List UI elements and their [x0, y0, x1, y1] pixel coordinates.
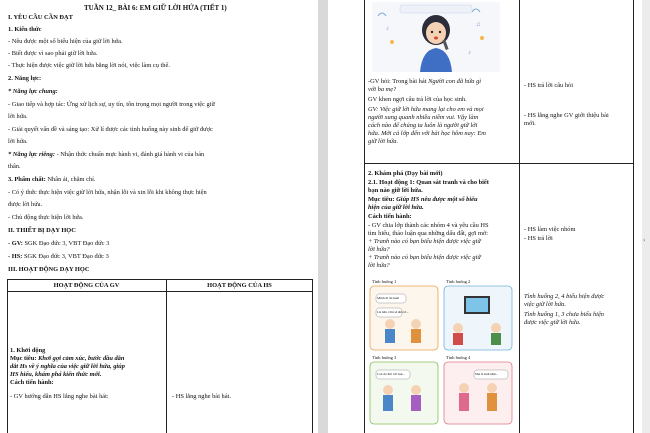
table-divider — [166, 279, 167, 433]
quality-line — [8, 176, 96, 184]
equipment-hs-text: SGK Đạo đức 3, VBT Đạo đức 3 — [24, 253, 109, 260]
hs-group-work: - HS làm việc nhóm — [524, 226, 576, 233]
situation-3-bubble: Con đi chơi với bạn... — [377, 372, 405, 376]
svg-text:♪: ♪ — [468, 50, 471, 56]
knowledge-2: - Biết được vì sao phải giữ lời hứa. — [8, 50, 98, 57]
situation-2-label: Tình huống 2 — [446, 279, 471, 284]
situation-1-bubble: Mình đi ăn kem — [377, 296, 400, 300]
situations-illustration — [368, 278, 516, 428]
warmup-method: Cách tiến hành: — [10, 379, 54, 386]
gv-question-b: Người con đã hứa gì — [428, 78, 482, 85]
activity1-objective-a: Giúp HS nêu được một số biểu — [396, 196, 478, 203]
general-competence: * Năng lực chung: — [8, 88, 58, 95]
activity1-q2b: lời hứa? — [368, 262, 390, 269]
warmup-objective-1 — [10, 355, 124, 363]
specific-competence-b: thân. — [8, 163, 21, 170]
activity1-gv-1a: - GV chia lớp thành các nhóm 4 và yêu cầu HS — [368, 222, 489, 229]
heading-quality: 3. Phẩm chất: — [8, 176, 46, 183]
warmup-gv-step: - GV hướng dẫn HS lắng nghe bài hát: — [10, 393, 109, 400]
left-page — [0, 0, 318, 433]
section-equipment: II. THIẾT BỊ DẠY HỌC — [8, 227, 76, 234]
vertical-scrollbar[interactable] — [642, 0, 650, 433]
activity1-objective-label: Mục tiêu: — [368, 196, 395, 203]
activity1-q1a: + Tranh nào có bạn biểu hiện được việc giữ — [368, 238, 481, 245]
hs-answers: - HS trả lời — [524, 235, 553, 242]
row-separator — [364, 163, 634, 164]
lesson-title: TUẦN 12_ BÀI 6: EM GIỮ LỜI HỨA (TIẾT 1) — [84, 4, 227, 12]
situation-4-bubble: Mai là sinh nhật... — [475, 372, 499, 376]
equipment-gv-label: - GV: — [8, 240, 23, 247]
situation-1-bubble-2: Lát nữa, Chú sẽ đưa tớ... — [377, 310, 409, 314]
situation-3-label: Tình huống 3 — [372, 355, 397, 360]
gv-talk-5: giữ lời hứa. — [368, 138, 399, 145]
competence-1b: lời hứa. — [8, 113, 28, 120]
specific-competence-line — [8, 151, 204, 159]
gv-talk-2: người xung quanh nhiều niềm vui. Vậy làm — [368, 114, 479, 121]
right-page — [328, 0, 642, 433]
specific-competence: * Năng lực riêng: — [8, 151, 55, 158]
result-situations-2-4-a: Tình huống 2, 4 biểu hiện được — [524, 293, 605, 300]
equipment-gv-text: SGK Đạo đức 3, VBT Đạo đức 3 — [24, 240, 110, 247]
section-objectives: I. YÊU CẦU CẦN ĐẠT — [8, 14, 73, 21]
heading-competence: 2. Năng lực: — [8, 75, 42, 82]
warmup-objective-3: HS hiểu, khám phá kiến thức mới. — [10, 371, 102, 378]
hs-listen-2: mới. — [524, 120, 536, 127]
equipment-gv — [8, 240, 109, 248]
svg-text:♫: ♫ — [476, 22, 481, 28]
singing-girl-illustration — [372, 2, 500, 72]
svg-text:♪: ♪ — [386, 26, 389, 32]
situation-4-label: Tình huống 4 — [446, 355, 471, 360]
section-activities: III. HOẠT ĐỘNG DẠY HỌC — [8, 266, 90, 273]
warmup-objective-text: Khơi gợi cảm xúc, bước đầu dẫn — [38, 355, 125, 362]
gv-question-1 — [368, 78, 481, 86]
gv-question-a: -GV hỏi: Trong bài hát — [368, 78, 427, 85]
result-situations-1-3-b: được việc giữ lời hứa. — [524, 319, 581, 326]
table-divider-right — [519, 0, 520, 433]
gv-talk-3: cách nào để chúng ta luôn là người giữ lời — [368, 122, 478, 129]
activity1-heading-a: 2.1. Hoạt động 1: Quan sát tranh và cho biết — [368, 179, 489, 186]
explore-heading: 2. Khám phá (Dạy bài mới) — [368, 170, 443, 177]
knowledge-1: - Nêu được một số biểu hiện của giữ lời hứa. — [8, 38, 123, 45]
activity1-objective — [368, 196, 478, 204]
activity1-gv-1b: tìm hiểu, thảo luận qua những dấu đất, gợi mở: — [368, 230, 489, 237]
quality-1b: được lời hứa. — [8, 201, 43, 208]
hs-listen-1: - HS lắng nghe GV giới thiệu bài — [524, 112, 609, 119]
warmup-objective-2: dắt Hs về ý nghĩa của việc giữ lời hứa, giúp — [10, 363, 125, 370]
table-header-line — [7, 291, 313, 292]
specific-competence-a: - Nhận thức chuẩn mực hành vi, đánh giá hành vi của bản — [56, 151, 205, 158]
result-situations-1-3-a: Tình huống 1, 3 chưa biểu hiện — [524, 311, 604, 318]
gv-question-c: với ba mẹ? — [368, 86, 397, 93]
gv-talk-1: GV: Việc giữ lời hứa mang lại cho em và mọi — [368, 106, 484, 113]
activity1-method: Cách tiến hành: — [368, 213, 412, 220]
equipment-hs — [8, 253, 109, 261]
equipment-hs-label: - HS: — [8, 253, 23, 260]
activity1-q1b: lời hứa? — [368, 246, 390, 253]
heading-knowledge: 1. Kiến thức — [8, 26, 42, 33]
quality-text: Nhân ái, chăm chỉ. — [47, 176, 96, 183]
header-gv: HOẠT ĐỘNG CỦA GV — [53, 282, 120, 289]
competence-2b: lời hứa. — [8, 138, 28, 145]
warmup-hs-step: - HS lắng nghe bài hát. — [172, 393, 231, 400]
hs-answer: - HS trả lời câu hỏi — [524, 82, 573, 89]
warmup-objective-label: Mục tiêu: — [10, 355, 37, 362]
activity1-heading-b: bạn nào giữ lời hứa. — [368, 187, 423, 194]
activity1-objective-b: hiện của giữ lời hứa. — [368, 204, 424, 211]
situation-1-label: Tình huống 1 — [372, 279, 397, 284]
header-hs: HOẠT ĐỘNG CỦA HS — [207, 282, 272, 289]
competence-1a: - Giao tiếp và hợp tác: Ứng xử lịch sự, uy tín, tôn trọng mọi người trong việc giữ — [8, 101, 215, 108]
gv-talk-4: hứa. Mời cả lớp đến với bài học hôm nay: Em — [368, 130, 486, 137]
quality-1a: - Có ý thức thực hiện việc giữ lời hứa, nhận lỗi và xin lỗi khi không thực hiện — [8, 189, 207, 196]
warmup-heading: 1. Khởi động — [10, 347, 46, 354]
gv-praise: GV khen ngợi câu trả lời của học sinh. — [368, 96, 467, 103]
quality-2: - Chủ động thực hiện lời hứa. — [8, 214, 84, 221]
result-situations-2-4-b: việc giữ lời hứa. — [524, 301, 566, 308]
knowledge-3: - Thực hiện được việc giữ lời hứa bằng lời nói, việc làm cụ thể. — [8, 62, 170, 69]
competence-2a: - Giải quyết vấn đề và sáng tạo: Xử lí được các tình huống này sinh để giữ được — [8, 126, 213, 133]
chevron-right-icon[interactable]: › — [643, 236, 646, 244]
activity1-q2a: + Tranh nào có bạn biểu hiện được việc giữ — [368, 254, 481, 261]
